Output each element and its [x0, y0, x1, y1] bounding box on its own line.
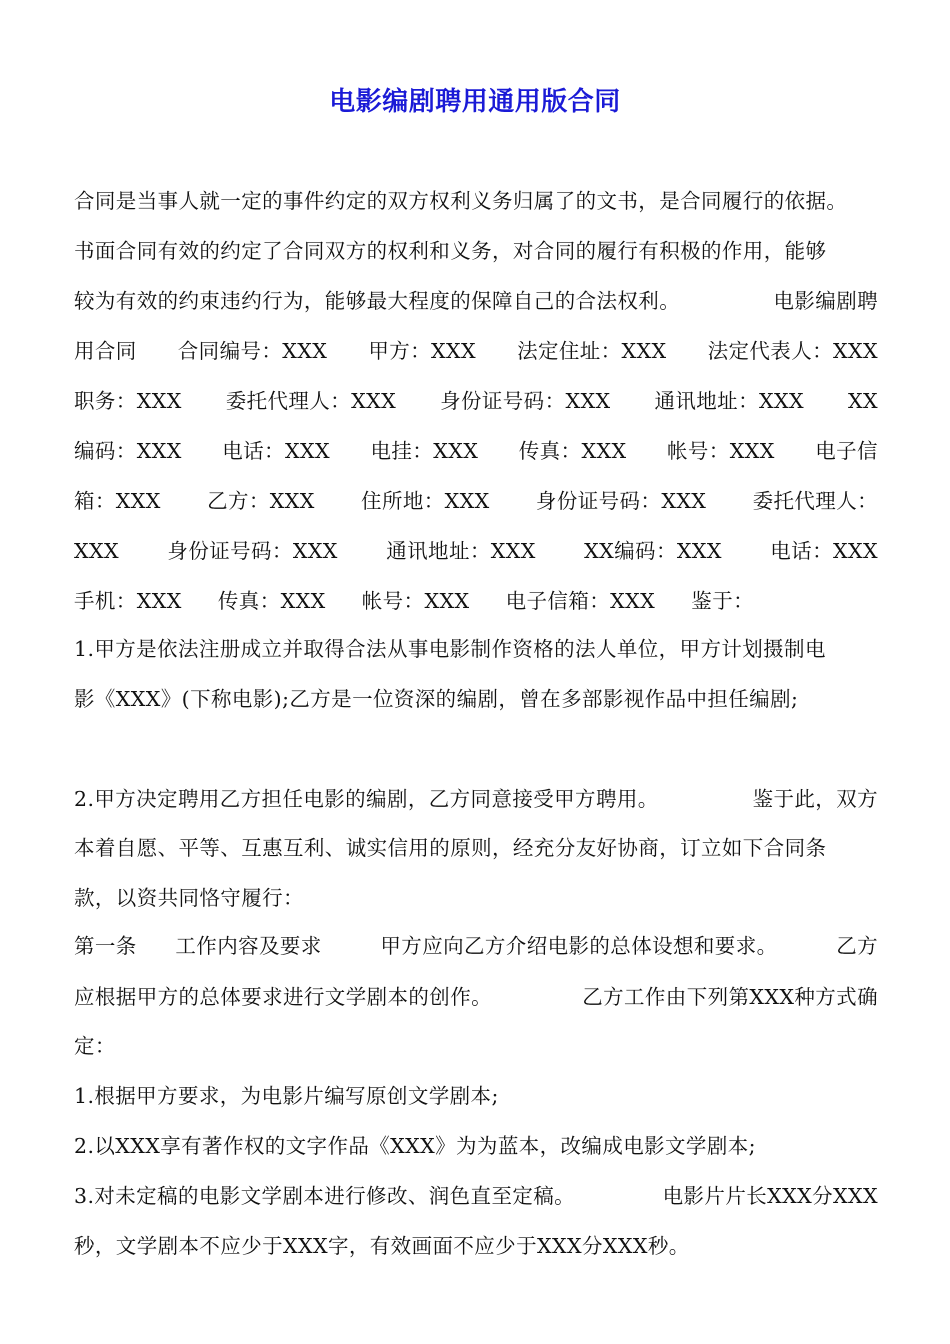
party-field: 法定住址：XXX: [517, 339, 667, 363]
party-field: 电话：XXX: [770, 539, 878, 563]
party-field: 编码：XXX: [74, 439, 182, 463]
intro-line-3: [74, 276, 878, 326]
item-2: 2.以XXX享有著作权的文字作品《XXX》为为蓝本，改编成电影文学剧本;: [74, 1134, 756, 1158]
party-field: 住所地：XXX: [361, 489, 490, 513]
whereas-1-line-2: 影《XXX》(下称电影);乙方是一位资深的编剧，曾在多部影视作品中担任编剧;: [74, 687, 799, 711]
party-field: 身份证号码：XXX: [167, 539, 338, 563]
party-line-2: [74, 376, 878, 426]
party-field: 身份证号码：XXX: [440, 389, 611, 413]
party-field: 通讯地址：XXX: [386, 539, 536, 563]
article-text: 乙方工作由下列第XXX种方式确: [582, 985, 878, 1009]
party-field: 传真：XXX: [217, 589, 326, 613]
party-line-6: [74, 576, 754, 626]
article-heading: 工作内容及要求: [175, 934, 322, 958]
party-field: XX编码：XXX: [584, 539, 722, 563]
party-line-5: [74, 526, 878, 576]
party-field: 鉴于：: [691, 589, 754, 613]
party-field: 甲方：XXX: [368, 339, 476, 363]
party-field: XXX: [74, 539, 119, 563]
article-number: 第一条: [74, 934, 137, 958]
whereas-2-line-2: 本着自愿、平等、互惠互利、诚实信用的原则，经充分友好协商，订立如下合同条: [74, 836, 827, 860]
intro-text: 较为有效的约束违约行为，能够最大程度的保障自己的合法权利。: [74, 289, 681, 313]
item-1: 1.根据甲方要求，为电影片编写原创文学剧本;: [74, 1084, 499, 1108]
whereas-2-text: 2.甲方决定聘用乙方担任电影的编剧，乙方同意接受甲方聘用。: [74, 787, 659, 811]
party-line-1: [74, 326, 878, 376]
party-field: 帐号：XXX: [667, 439, 775, 463]
article-1-line-2: [74, 972, 878, 1022]
party-field: 电挂：XXX: [370, 439, 479, 463]
party-field: 传真：XXX: [518, 439, 627, 463]
item-3-text: 3.对未定稿的电影文学剧本进行修改、润色直至定稿。: [74, 1184, 576, 1208]
article-1-line-1: [74, 921, 878, 971]
item-3-continuation: 秒，文学剧本不应少于XXX字，有效画面不应少于XXX分XXX秒。: [74, 1234, 690, 1258]
party-line-4: [74, 476, 878, 526]
party-field: 用合同: [74, 339, 137, 363]
party-field: 箱：XXX: [74, 489, 161, 513]
party-field: 电子信: [815, 439, 878, 463]
whereas-2-line-3: 款，以资共同恪守履行：: [74, 886, 304, 910]
whereas-2-line-1: [74, 774, 878, 824]
article-text: 应根据甲方的总体要求进行文学剧本的创作。: [74, 985, 492, 1009]
party-field: 委托代理人：: [752, 489, 878, 513]
film-length-text: 电影片片长XXX分XXX: [662, 1184, 878, 1208]
party-field: 手机：XXX: [74, 589, 182, 613]
party-field: 通讯地址：XXX: [654, 389, 804, 413]
article-1-line-3: 定：: [74, 1034, 116, 1058]
party-field: 帐号：XXX: [361, 589, 470, 613]
whereas-2-continuation: 鉴于此，双方: [752, 787, 878, 811]
item-3: [74, 1171, 878, 1221]
intro-line-1: 合同是当事人就一定的事件约定的双方权利义务归属了的文书，是合同履行的依据。: [74, 189, 848, 213]
party-field: 电子信箱：XXX: [505, 589, 656, 613]
party-field: 法定代表人：XXX: [707, 339, 878, 363]
party-field: 乙方：XXX: [207, 489, 315, 513]
party-field: 合同编号：XXX: [177, 339, 328, 363]
article-text: 甲方应向乙方介绍电影的总体设想和要求。: [380, 934, 778, 958]
party-line-3: [74, 426, 878, 476]
article-text: 乙方: [836, 934, 878, 958]
party-field: XX: [847, 389, 878, 413]
document-title: 电影编剧聘用通用版合同: [329, 87, 621, 117]
party-field: 委托代理人：XXX: [225, 389, 397, 413]
whereas-1-line-1: 1.甲方是依法注册成立并取得合法从事电影制作资格的法人单位，甲方计划摄制电: [74, 637, 826, 661]
party-field: 身份证号码：XXX: [535, 489, 707, 513]
intro-line-2: 书面合同有效的约定了合同双方的权利和义务，对合同的履行有积极的作用，能够: [74, 239, 827, 263]
party-field: 电话：XXX: [222, 439, 330, 463]
contract-name-start: 电影编剧聘: [773, 289, 878, 313]
party-field: 职务：XXX: [74, 389, 182, 413]
